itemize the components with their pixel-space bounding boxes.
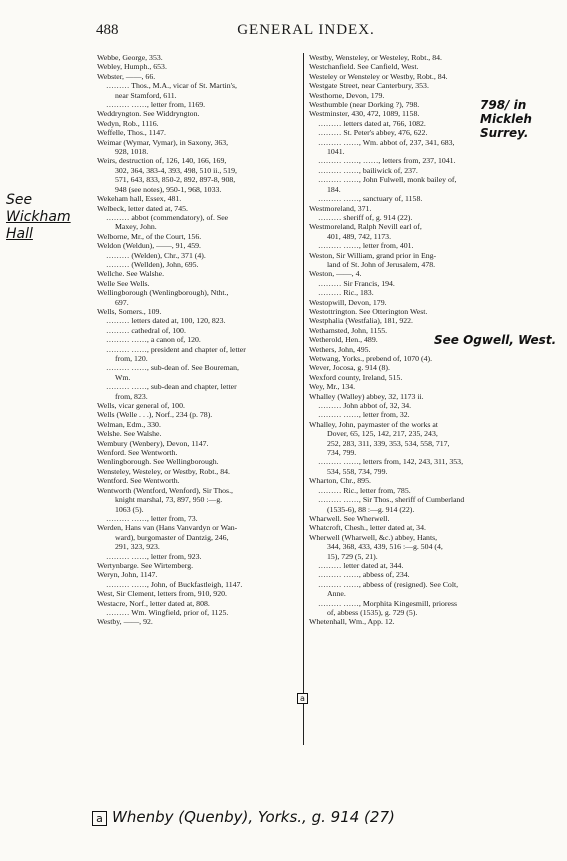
index-entry: ……… letter dated at, 344. bbox=[318, 560, 404, 570]
index-entry: 928, 1018. bbox=[115, 147, 149, 157]
index-entry: ……… Ric., letter from, 785. bbox=[318, 485, 411, 495]
index-entry: 734, 799. bbox=[327, 448, 357, 458]
index-entry: ……… Wm. Wingfield, prior of, 1125. bbox=[106, 607, 229, 617]
index-entry: ward), burgomaster of Dantzig, 246, bbox=[115, 532, 229, 542]
index-entry: Wentford. See Wentworth. bbox=[97, 476, 180, 486]
index-entry: Wensteley, Westeley, or Westby, Robt., 84. bbox=[97, 466, 230, 476]
index-entry: Whalley, John, paymaster of the works at bbox=[309, 419, 438, 429]
index-entry: ……… sheriff of, g. 914 (22). bbox=[318, 212, 413, 222]
index-entry: 15), 729 (5, 21). bbox=[327, 551, 378, 561]
index-entry: Welman, Edm., 330. bbox=[97, 419, 161, 429]
index-entry: Westottrington. See Otterington West. bbox=[309, 306, 428, 316]
index-entry: Maxey, John. bbox=[115, 222, 157, 232]
index-entry: Anne. bbox=[327, 589, 346, 599]
page-header bbox=[96, 22, 516, 40]
index-entry: Webley, Humph., 653. bbox=[97, 62, 167, 72]
index-entry: 344, 368, 433, 439, 516 :—g. 504 (4, bbox=[327, 542, 443, 552]
index-entry: 252, 283, 311, 339, 353, 534, 558, 717, bbox=[327, 438, 450, 448]
index-entry: Weddryngton. See Widdryngton. bbox=[97, 109, 200, 119]
index-entry: Westphalia (Westfalia), 181, 922. bbox=[309, 316, 413, 326]
index-entry: Weirs, destruction of, 126, 140, 166, 169, bbox=[97, 156, 227, 166]
handwritten-wickham: Wickham bbox=[6, 209, 71, 225]
index-entry: Westeley or Wensteley or Westby, Robt., 84. bbox=[309, 71, 448, 81]
index-entry: ……… ……, John, of Buckfastleigh, 1147. bbox=[106, 579, 243, 589]
handwritten-surrey: Surrey. bbox=[480, 126, 529, 140]
index-entry: Wertynbarge. See Wirtemberg. bbox=[97, 560, 194, 570]
index-entry: land of St. John of Jerusalem, 478. bbox=[327, 259, 436, 269]
index-entry: Weffelle, Thos., 1147. bbox=[97, 128, 166, 138]
index-entry: Westmoreland, Ralph Nevill earl of, bbox=[309, 222, 422, 232]
handwritten-mickleham: 798/ in Mickleh bbox=[480, 98, 532, 126]
index-entry: ……… John abbot of, 32, 34. bbox=[318, 401, 412, 411]
index-entry: Westhorne, Devon, 179. bbox=[309, 90, 385, 100]
index-entry: Westchanfield. See Canfield, West. bbox=[309, 62, 419, 72]
index-entry: ……… ……, abbess of (resigned). See Colt, bbox=[318, 579, 459, 589]
index-entry: Wherwell (Wharwell, &c.) abbey, Hants, bbox=[309, 532, 438, 542]
index-entry: ……… (Wellden), John, 695. bbox=[106, 259, 199, 269]
index-entry: 302, 364, 383-4, 393, 498, 510 ii., 519, bbox=[115, 165, 237, 175]
index-entry: 697. bbox=[115, 297, 129, 307]
index-entry: ……… ……, letter from, 1169. bbox=[106, 100, 206, 110]
index-entry: ……… ……, Wm. abbot of, 237, 341, 683, bbox=[318, 137, 455, 147]
index-entry: Weldon (Weldun), ——, 91, 459. bbox=[97, 241, 201, 251]
handwritten-hall: Hall bbox=[6, 226, 33, 242]
index-entry: Wekeham hall, Essex, 481. bbox=[97, 194, 182, 204]
index-entry: ……… ……, Morphita Kingesmill, prioress bbox=[318, 598, 458, 608]
handwritten-whenby: Whenby (Quenby), Yorks., g. 914 (27) bbox=[112, 808, 395, 826]
index-entry: Wetherold, Hen., 489. bbox=[309, 335, 378, 345]
index-entry: Wm. bbox=[115, 372, 131, 382]
index-entry: of, abbess (1535), g. 729 (5). bbox=[327, 607, 418, 617]
index-entry: ……… ……, letter from, 923. bbox=[106, 551, 202, 561]
index-entry: ……… letters dated at, 766, 1082. bbox=[318, 118, 426, 128]
index-entry: West, Sir Clement, letters from, 910, 920. bbox=[97, 589, 227, 599]
index-entry: Westminster, 430, 472, 1089, 1158. bbox=[309, 109, 420, 119]
index-entry: ……… ……, letter from, 401. bbox=[318, 241, 414, 251]
handwritten-note-bottom bbox=[92, 808, 395, 826]
index-entry: Wedyn, Rob., 1116. bbox=[97, 118, 159, 128]
index-entry: Westgate Street, near Canterbury, 353. bbox=[309, 81, 429, 91]
index-entry: ……… abbot (commendatory), of. See bbox=[106, 212, 229, 222]
index-entry: ……… ……, sub-dean and chapter, letter bbox=[106, 382, 237, 392]
index-entry: Wells (Welle . . .), Norf., 234 (p. 78). bbox=[97, 410, 213, 420]
index-entry: ……… cathedral of, 100. bbox=[106, 325, 186, 335]
index-entry: Wever, Jocosa, g. 914 (8). bbox=[309, 363, 390, 373]
index-entry: Wenford. See Wentworth. bbox=[97, 448, 178, 458]
inline-annotation-marker: a bbox=[297, 693, 308, 704]
index-entry: 184. bbox=[327, 184, 341, 194]
index-entry: Weimar (Wymar, Vymar), in Saxony, 363, bbox=[97, 137, 229, 147]
index-entry: Wells, vicar general of, 100. bbox=[97, 401, 185, 411]
index-entry: 534, 558, 734, 799. bbox=[327, 466, 388, 476]
index-entry: ……… ……, letters from, 142, 243, 311, 353, bbox=[318, 457, 464, 467]
column-divider bbox=[303, 53, 304, 745]
index-entry: Wexford county, Ireland, 515. bbox=[309, 372, 403, 382]
index-entry: Weryn, John, 1147. bbox=[97, 570, 158, 580]
index-entry: Dover, 65, 125, 142, 217, 235, 243, bbox=[327, 429, 438, 439]
index-entry: Wharwell. See Wherwell. bbox=[309, 513, 390, 523]
index-entry: Westby, Wensteley, or Westeley, Robt., 84. bbox=[309, 53, 442, 62]
index-column-left bbox=[97, 53, 299, 627]
index-entry: Westmoreland, 371. bbox=[309, 203, 372, 213]
index-entry: Werden, Hans van (Hans Vanvardyn or Wan- bbox=[97, 523, 238, 533]
handwritten-note-left bbox=[6, 192, 86, 243]
index-entry: Wellche. See Walshe. bbox=[97, 269, 165, 279]
index-entry: ……… ……, letter from, 32. bbox=[318, 410, 410, 420]
index-entry: ……… ……, letter from, 73. bbox=[106, 513, 198, 523]
index-entry: ……… ……, abbess of, 234. bbox=[318, 570, 410, 580]
index-entry: ……… ……, bailiwick of, 237. bbox=[318, 165, 418, 175]
index-entry: Welbeck, letter dated at, 745. bbox=[97, 203, 188, 213]
index-entry: ……… ……, sub-dean of. See Boureman, bbox=[106, 363, 239, 373]
index-entry: 571, 643, 833, 850-2, 892, 897-8, 908, bbox=[115, 175, 236, 185]
index-entry: 1041. bbox=[327, 147, 345, 157]
circled-a-marker: a bbox=[92, 811, 107, 826]
index-entry: Welle See Wells. bbox=[97, 278, 150, 288]
index-entry: 291, 323, 923. bbox=[115, 542, 160, 552]
index-entry: 948 (see notes), 950-1, 968, 1033. bbox=[115, 184, 222, 194]
index-entry: Wethers, John, 495. bbox=[309, 344, 371, 354]
index-entry: ……… Thos., M.A., vicar of St. Martin's, bbox=[106, 81, 237, 91]
index-entry: Wells, Somers., 109. bbox=[97, 306, 162, 316]
index-entry: ……… Sir Francis, 194. bbox=[318, 278, 395, 288]
index-entry: ……… ……, a canon of, 120. bbox=[106, 335, 201, 345]
index-entry: Welshe. See Walshe. bbox=[97, 429, 162, 439]
index-entry: Wethamsted, John, 1155. bbox=[309, 325, 388, 335]
index-entry: Wetwang, Yorks., prebend of, 1070 (4). bbox=[309, 354, 433, 363]
index-entry: Wellingborough (Wenlingborough), Ntht., bbox=[97, 288, 229, 298]
handwritten-note-top bbox=[480, 98, 560, 140]
index-entry: Wenlingborough. See Wellingborough. bbox=[97, 457, 219, 467]
index-entry: Weston, Sir William, grand prior in Eng- bbox=[309, 250, 437, 260]
index-entry: ……… ……, president and chapter of, letter bbox=[106, 344, 246, 354]
handwritten-see: See bbox=[6, 192, 33, 208]
index-entry: (1535-6), 88 :—g. 914 (22). bbox=[327, 504, 415, 514]
page-number: 488 bbox=[96, 22, 119, 38]
index-entry: Westhumble (near Dorking ?), 798. bbox=[309, 100, 420, 110]
index-entry: Whetenhall, Wm., App. 12. bbox=[309, 617, 395, 627]
index-entry: Wentworth (Wentford, Wenford), Sir Thos., bbox=[97, 485, 233, 495]
index-entry: Welborne, Mr., of the Court, 156. bbox=[97, 231, 202, 241]
index-entry: Westacre, Norf., letter dated at, 808. bbox=[97, 598, 210, 608]
index-entry: Wey, Mr., 134. bbox=[309, 382, 356, 392]
index-entry: near Stamford, 611. bbox=[115, 90, 177, 100]
index-entry: ……… St. Peter's abbey, 476, 622. bbox=[318, 128, 428, 138]
index-entry: ……… ……, sanctuary of, 1158. bbox=[318, 194, 423, 204]
index-entry: Westopwill, Devon, 179. bbox=[309, 297, 387, 307]
index-entry: ……… ……, John Fulwell, monk bailey of, bbox=[318, 175, 457, 185]
index-entry: ……… ……, Sir Thos., sheriff of Cumberland bbox=[318, 495, 465, 505]
index-entry: Webster, ——, 66. bbox=[97, 71, 156, 81]
index-entry: 1063 (5). bbox=[115, 504, 144, 514]
index-entry: from, 120. bbox=[115, 354, 148, 363]
index-entry: Whatcroft, Chesh., letter dated at, 34. bbox=[309, 523, 426, 533]
index-entry: Wharton, Chr., 895. bbox=[309, 476, 371, 486]
handwritten-ogwell: See Ogwell, West. bbox=[434, 333, 557, 347]
index-entry: Webbe, George, 353. bbox=[97, 53, 163, 62]
index-entry: 401, 489, 742, 1173. bbox=[327, 231, 392, 241]
index-entry: knight marshal, 73, 897, 950 :—g. bbox=[115, 495, 223, 505]
index-entry: ……… ……, ……, letters from, 237, 1041. bbox=[318, 156, 456, 166]
index-entry: ……… Ric., 183. bbox=[318, 288, 374, 298]
index-entry: Whalley (Walley) abbey, 32, 1173 ii. bbox=[309, 391, 424, 401]
index-entry: ……… (Welden), Chr., 371 (4). bbox=[106, 250, 206, 260]
index-entry: Wembury (Wenbery), Devon, 1147. bbox=[97, 438, 209, 448]
index-entry: Weston, ——, 4. bbox=[309, 269, 362, 279]
index-entry: ……… letters dated at, 100, 120, 823. bbox=[106, 316, 226, 326]
running-title: GENERAL INDEX. bbox=[237, 22, 375, 38]
index-entry: from, 823. bbox=[115, 391, 148, 401]
index-entry: Westby, ——, 92. bbox=[97, 617, 153, 627]
